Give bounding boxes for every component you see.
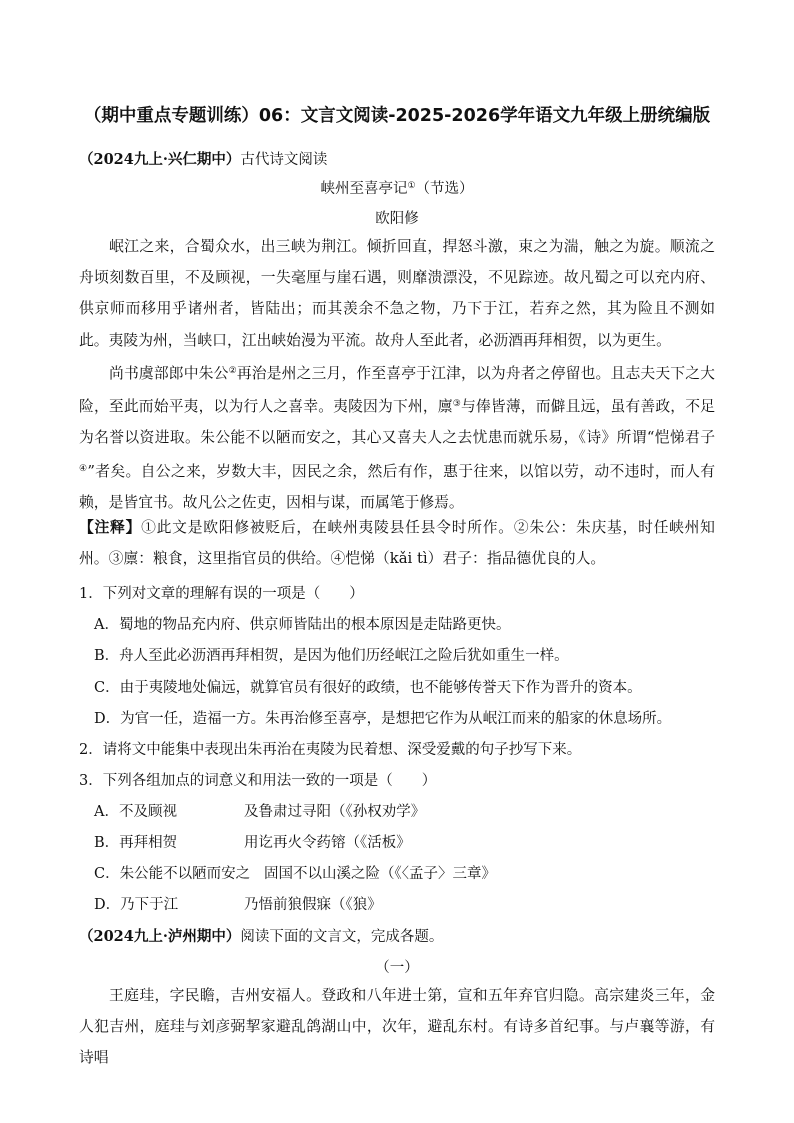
page-title: （期中重点专题训练）06：文言文阅读-2025-2026学年语文九年级上册统编版 [83,106,711,126]
question-2-stem: 2．请将文中能集中表现出朱再治在夷陵为民着想、深受爱戴的句子抄写下来。 [79,742,582,758]
footnote-marker: ④ [79,463,88,474]
question-1-option-c: C．由于夷陵地处偏远，就算官员有很好的政绩，也不能够传誉天下作为晋升的资本。 [94,680,642,696]
question-1-option-b: B．舟人至此必沥酒再拜相贺，是因为他们历经岷江之险后犹如重生一样。 [94,648,569,664]
question-1-option-d: D．为官一任，造福一方。朱再治修至喜亭，是想把它作为从岷江而来的船家的休息场所。 [94,711,672,727]
source-label: 古代诗文阅读 [240,152,328,168]
question-3-option-c: C．朱公能不以陋而安之 固国不以山溪之险（《〈孟子〉三章》 [94,866,496,882]
article-paragraph-1: 岷江之来，合蜀众水，出三峡为荆江。倾折回直，捍怒斗激，束之为湍，触之为旋。顺流之舟顷刻数百里，不及顾视，一失毫厘与崖石遇，则靡溃漂没，不见踪迹。故凡蜀之可以充内府、供京师而移用乎诸州者，皆陆出；而其羡余不急之物，乃下于江，若弃之然，其为险且不测如此。夷陵为州，当峡口，江出峡始漫为平流。故舟人至此者，必沥酒再拜相贺，以为更生。 [79,238,715,349]
notes-text: ①此文是欧阳修被贬后，在峡州夷陵县任县令时所作。②朱公：朱庆基，时任峡州知州。③廪：粮食，这里指官员的供给。④恺悌（kǎi tì）君子：指品德优良的人。 [79,519,715,568]
source-label: 阅读下面的文言文，完成各题。 [240,929,444,945]
notes-label: 【注释】 [79,519,142,536]
question-1-option-a: A．蜀地的物品充内府、供京师皆陆出的根本原因是走陆路更快。 [94,617,511,633]
footnote-marker: ② [228,366,237,376]
article-paragraph-2: 尚书虞部郎中朱公②再治是州之三月，作至喜亭于江津，以为舟者之停留也。且志夫天下之大险，至此而始平夷，以为行人之喜幸。夷陵因为下州，廪③与俸皆薄，而僻且远，虽有善政，不足为名誉以资进取。朱公能不以陋而安之，其心又喜夫人之去忧患而就乐易，《诗》所谓“恺悌君子④”者矣。自公之来，岁数大丰，因民之余，然后有作，惠于往来，以馆以劳，动不违时，而人有赖，是皆宜书。故凡公之佐吏，因相与谋，而属笔于修焉。 [79,365,715,511]
question-3-option-b: B．再拜相贺 用讫再火令药镕（《活板》 [94,835,411,851]
source-tag: （2024九上·兴仁期中） [79,151,241,168]
article-title-text: 峡州至喜亭记 [320,181,408,197]
section2-source [79,925,443,946]
footnote-marker: ③ [452,399,461,410]
question-1-stem: 1．下列对文章的理解有误的一项是（ ） [79,586,364,602]
section2-paragraph-1: 王庭珪，字民瞻，吉州安福人。登政和八年进士第，宣和五年弃官归隐。高宗建炎三年，金人犯吉州，庭珪与刘彦弼挈家避乱鸽湖山中，次年，避乱东村。有诗多首纪事。与卢襄等游，有诗唱 [79,987,715,1067]
section1-source [79,148,327,169]
notes [79,512,715,574]
part-label: （一） [375,960,419,976]
question-3-stem: 3．下列各组加点的词意义和用法一致的一项是（ ） [79,773,437,789]
article-title [0,177,794,198]
question-3-option-d: D．乃下于江 乃悟前狼假寐（《狼》 [94,897,382,913]
source-tag: （2024九上·泸州期中） [79,928,241,945]
footnote-marker: ① [407,181,416,191]
article-title-suffix: （节选） [415,181,474,197]
question-3-option-a: A．不及顾视 及鲁肃过寻阳（《孙权劝学》 [94,804,426,820]
article-author: 欧阳修 [375,211,419,227]
